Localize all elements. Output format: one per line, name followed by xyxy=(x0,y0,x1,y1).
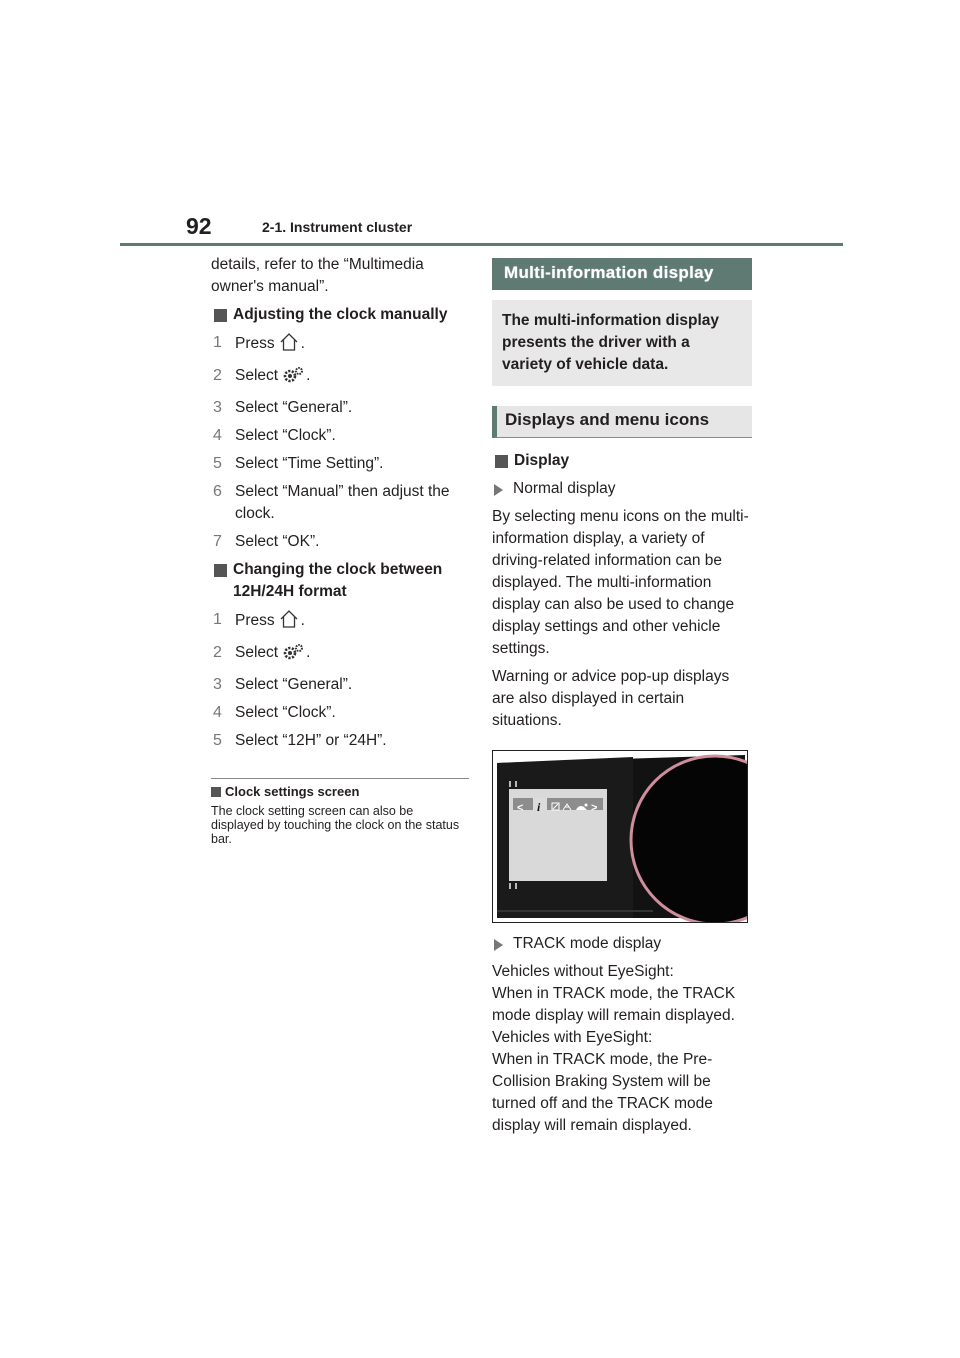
step-item: 4 Select “Clock”. xyxy=(213,427,336,444)
step-item: 5 Select “Time Setting”. xyxy=(213,455,384,472)
normal-display-bullet: Normal display xyxy=(492,478,752,500)
note-body: The clock setting screen can also be displayed by touching the clock on the status bar. xyxy=(211,804,460,846)
section-12h-24h-heading: Changing the clock between 12H/24H format xyxy=(211,559,469,603)
step-item: 3 Select “General”. xyxy=(213,399,353,416)
left-column xyxy=(211,254,469,846)
triangle-bullet-icon xyxy=(494,939,503,951)
square-bullet-icon xyxy=(211,787,221,797)
step-item: 6 Select “Manual” then adjust the clock. xyxy=(213,483,450,522)
section-adjust-clock-heading: Adjusting the clock manually xyxy=(211,304,469,326)
multi-info-display-illustration xyxy=(492,750,748,923)
popup-text: Warning or advice pop-up displays are also displayed in certain situations. xyxy=(492,668,730,729)
step-item: 7 Select “OK”. xyxy=(213,533,320,550)
track-text-1: Vehicles without EyeSight: xyxy=(492,963,674,980)
step-item: 5 Select “12H” or “24H”. xyxy=(213,732,387,749)
settings-gear-icon xyxy=(282,366,304,391)
track-text-3: Vehicles with EyeSight: xyxy=(492,1029,653,1046)
left-arrow-icon: < xyxy=(517,802,524,814)
step-item: 1 Press . xyxy=(211,609,469,636)
header-rule xyxy=(120,243,843,246)
home-icon xyxy=(279,332,299,359)
square-bullet-icon xyxy=(214,309,227,322)
square-bullet-icon xyxy=(214,564,227,577)
steps-12h-24h xyxy=(211,609,469,752)
info-icon: i xyxy=(537,800,541,814)
track-text-2: When in TRACK mode, the TRACK mode display will remain displayed. xyxy=(492,985,736,1024)
intro-box: The multi-information display presents the driver with a variety of vehicle data. xyxy=(492,300,752,386)
page-number: 92 xyxy=(186,213,212,239)
home-icon xyxy=(279,609,299,636)
note-heading: Clock settings screen xyxy=(211,784,469,800)
display-heading: Display xyxy=(492,450,752,472)
normal-display-text: By selecting menu icons on the multi-information display, a variety of driving-related information can be displayed. The multi-information display can also be used to change display settings and other vehicle settings. xyxy=(492,508,749,657)
note-divider xyxy=(211,778,469,779)
settings-gear-icon xyxy=(282,643,304,668)
step-item: 2 Select . xyxy=(211,642,469,668)
track-mode-bullet: TRACK mode display xyxy=(492,933,752,955)
triangle-bullet-icon xyxy=(494,484,503,496)
subsection-title-bar: Displays and menu icons xyxy=(492,406,752,438)
step-item: 2 Select . xyxy=(211,365,469,391)
intro-text: details, refer to the “Multimedia owner's manual”. xyxy=(211,256,424,295)
section-title-bar: Multi-information display xyxy=(492,258,752,290)
right-column xyxy=(492,258,752,1137)
track-text-4: When in TRACK mode, the Pre-Collision Braking System will be turned off and the TRACK mode display will remain displayed. xyxy=(492,1051,713,1134)
steps-adjust-clock xyxy=(211,332,469,553)
chapter-title: 2-1. Instrument cluster xyxy=(262,219,413,235)
square-bullet-icon xyxy=(495,455,508,468)
step-item: 1 Press . xyxy=(211,332,469,359)
right-arrow-icon: > xyxy=(591,802,598,814)
vehicle-menu-icons xyxy=(551,798,591,820)
step-item: 3 Select “General”. xyxy=(213,676,353,693)
step-item: 4 Select “Clock”. xyxy=(213,704,336,721)
